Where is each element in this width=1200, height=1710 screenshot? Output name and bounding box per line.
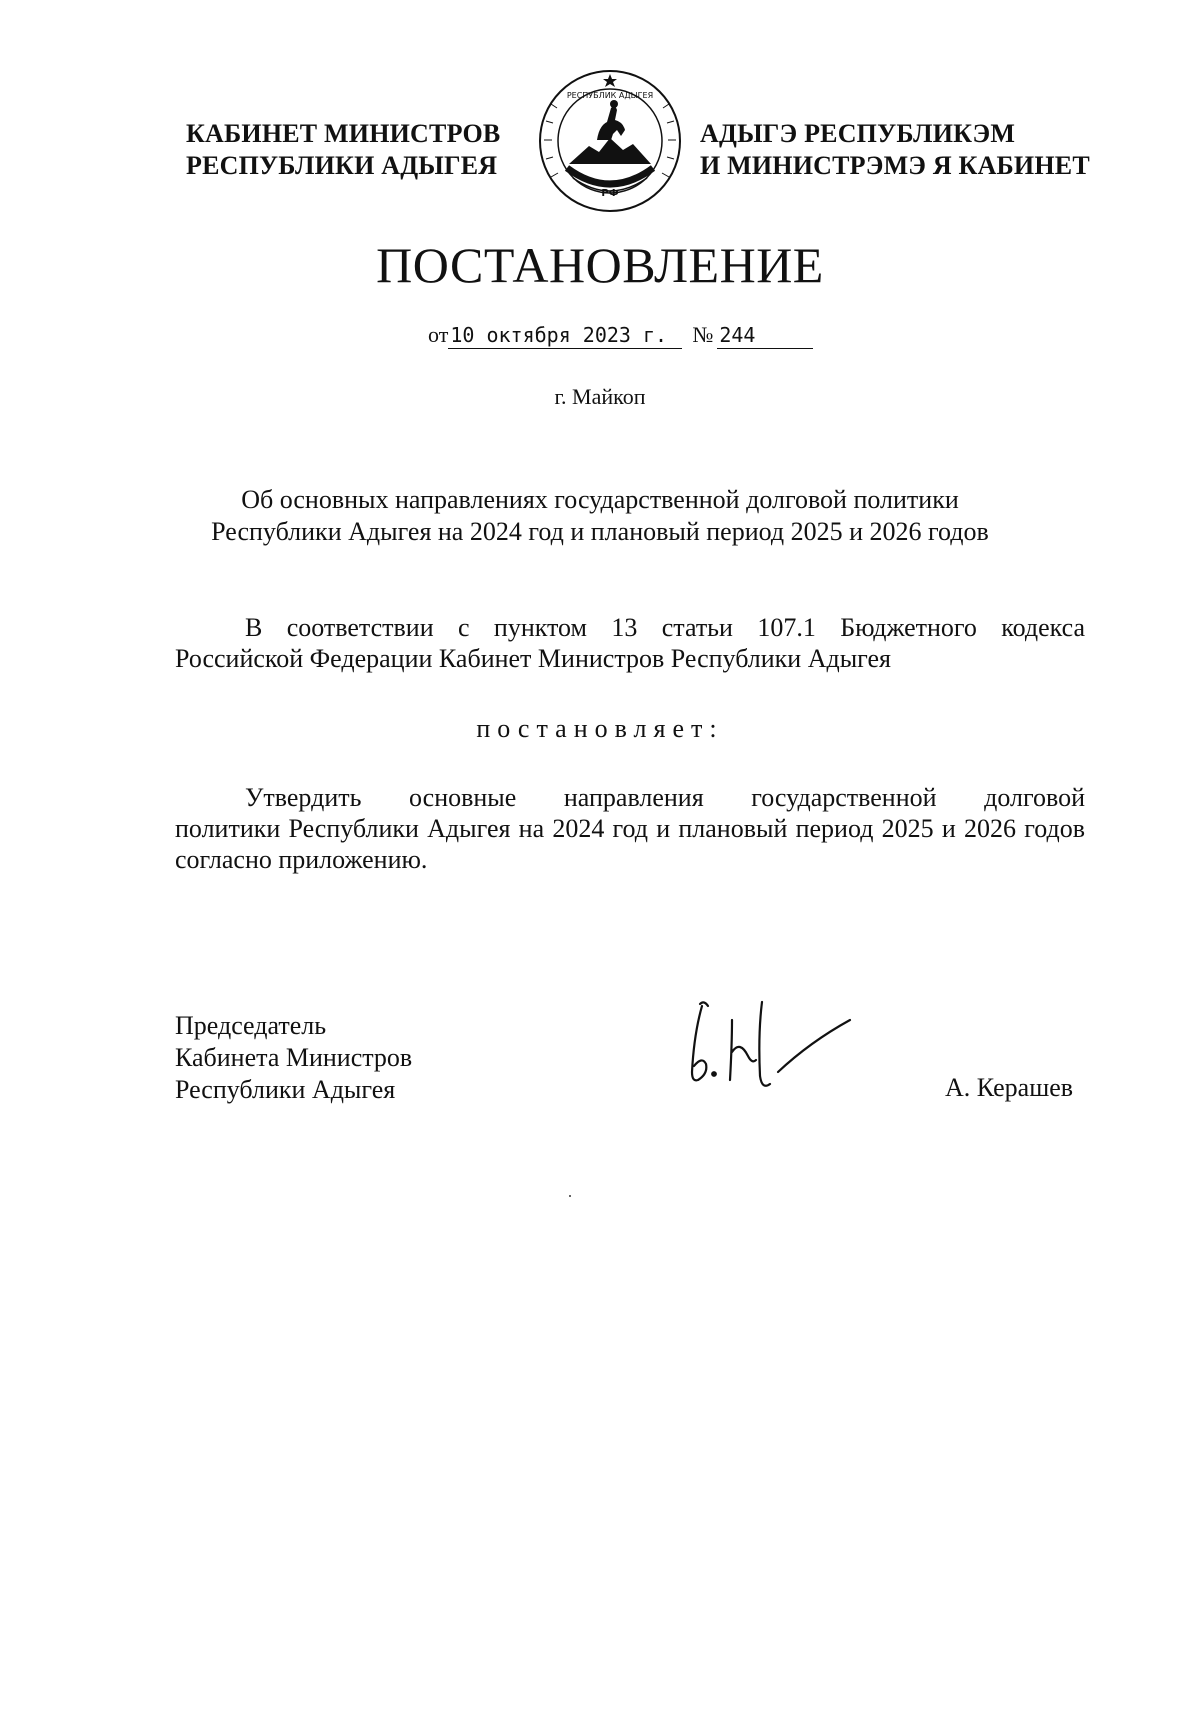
document-city: г. Майкоп — [554, 384, 646, 409]
document-date: 10 октября 2023 г. — [448, 323, 682, 349]
issuer-name-adyghe — [700, 118, 1090, 182]
title-line-2: Республики Адыгея на 2024 год и плановый период 2025 и 2026 годов — [211, 517, 989, 546]
title-line-1: Об основных направлениях государственной долговой политики — [241, 485, 959, 514]
scan-speck — [569, 1195, 571, 1197]
signer-name: А. Керашев — [945, 1073, 1074, 1102]
issuer-line-1: КАБИНЕТ МИНИСТРОВ — [186, 119, 501, 148]
document-number: 244 — [717, 323, 813, 349]
coat-of-arms-icon — [537, 68, 683, 214]
handwritten-signature-icon — [680, 994, 870, 1104]
date-number-line — [428, 322, 813, 349]
emblem-text-bottom: РФ — [601, 188, 619, 199]
document-title — [0, 484, 1200, 548]
number-sign: № — [692, 322, 714, 347]
document-type: ПОСТАНОВЛЕНИЕ — [376, 237, 824, 293]
resolution-paragraph — [175, 782, 1085, 875]
issuer-name-russian — [186, 118, 500, 182]
preamble-line-1: В соответствии с пунктом 13 статьи 107.1 Бюджетного кодекса — [245, 613, 1085, 642]
issuer-adyghe-line-1: АДЫГЭ РЕСПУБЛИКЭМ — [700, 119, 1016, 148]
position-line-1: Председатель — [175, 1011, 327, 1040]
preamble-paragraph — [175, 612, 1085, 674]
date-prefix: от — [428, 322, 449, 347]
emblem-text-top: РЕСПУБЛИК АДЫГЕЯ — [566, 91, 654, 100]
issuer-line-2: РЕСПУБЛИКИ АДЫГЕЯ — [186, 151, 498, 180]
position-line-3: Республики Адыгея — [175, 1075, 396, 1104]
resolves-heading: постановляет: — [476, 714, 724, 743]
signer-position — [175, 1010, 412, 1106]
issuer-adyghe-line-2: И МИНИСТРЭМЭ Я КАБИНЕТ — [700, 151, 1090, 180]
resolution-rest: политики Республики Адыгея на 2024 год и плановый период 2025 и 2026 годов согласно приложению. — [175, 814, 1085, 874]
preamble-rest: Российской Федерации Кабинет Министров Республики Адыгея — [175, 644, 892, 673]
resolution-line-1: Утвердить основные направления государственной долговой — [245, 783, 1085, 812]
position-line-2: Кабинета Министров — [175, 1043, 413, 1072]
